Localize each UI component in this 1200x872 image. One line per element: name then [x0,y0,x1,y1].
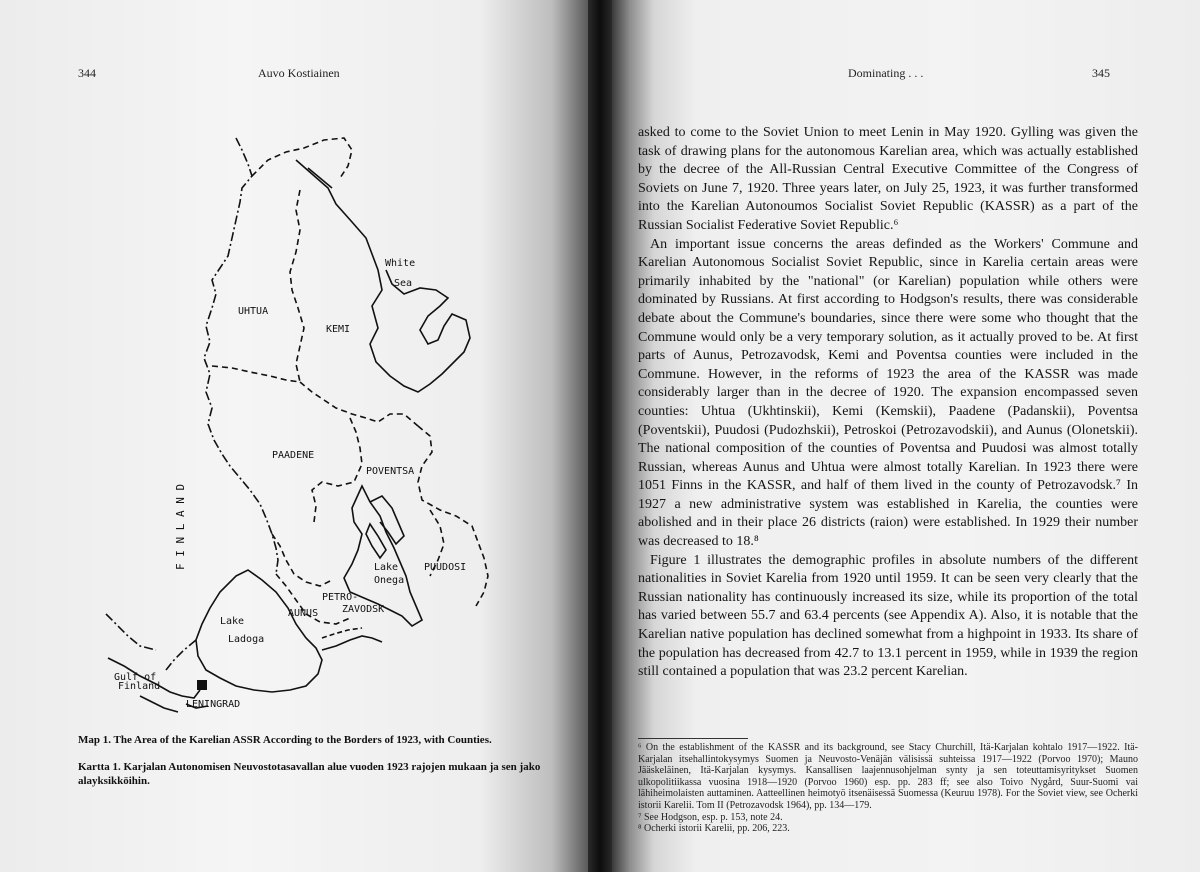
poventsa-boundary [312,418,362,522]
label-lake-onega-1: Lake [374,562,399,573]
white-sea-coast [296,160,470,392]
label-uhtua: UHTUA [238,306,269,317]
uhtua-kemi-boundary [290,190,304,382]
footnote-rule [638,738,748,739]
map-caption-en: Map 1. The Area of the Karelian ASSR According to the Borders of 1923, with Counties. [78,734,492,746]
paragraph-3: Figure 1 illustrates the demographic profiles in absolute numbers of the different nationalities in Soviet Karelia from 1920 until 1959. It can be seen very clearly that the Russian nationality has continuously increased its size, while its proportion of the total has varied between 55.7 and 63.4 percents (see Appendix A). Also, it is notable that the Karelian native population has declined somewhat from a highpoint in 1933. Its share of the population has decreased from 42.7 to 13.1 percent in 1959, while in 1939 the region still contained a population that was 23.2 percent Karelian. [638,552,1138,680]
label-sea: Sea [394,278,413,289]
label-zavodsk: ZAVODSK [342,604,385,615]
label-paadene: PAADENE [272,450,315,461]
label-gulf-of: Gulf of [114,672,157,683]
label-lake-ladoga-1: Lake [220,616,245,627]
karelia-map [100,130,520,730]
south-border [166,640,196,670]
map-caption-fi: Kartta 1. Karjalan Autonomisen Neuvostotasavallan alue vuoden 1923 rajojen mukaan ja sen jako alayksikköihin. [78,761,541,787]
north-boundary [252,138,352,178]
label-white: White [385,258,416,269]
left-running-head: Auvo Kostiainen [258,66,340,80]
uhtua-south-boundary [212,366,300,382]
right-running-head: Dominating . . . [848,66,924,80]
finland-border [204,138,278,574]
label-leningrad: LENINGRAD [186,699,241,710]
label-finland: F I N L A N D [174,483,187,570]
label-lake-onega-2: Onega [374,575,405,586]
label-aunus: AUNUS [288,608,319,619]
footnote-7: ⁷ See Hodgson, esp. p. 153, note 24. [638,811,783,823]
lake-ladoga [196,570,322,692]
left-page-number: 344 [78,66,96,80]
paragraph-2: An important issue concerns the areas definded as the Workers' Commune and Karelian Autonomous Socialist Soviet Republic, since in Karelia certain areas were primarily inhabited by the "national" (or Karelian) population while others were dominated by Russians. At first according to Hodgson's results, there was considerable debate about the Commune's boundaries, since there were some who thought that the Commune would only be a very temporary solution, as it actually proved to be. At first parts of Aunus, Petrozavodsk, Kemi and Poventsa counties were included in the Commune. However, in the reforms of 1923 the area of the KASSR was made considerably larger than in the decree of 1920. The expansion encompassed seven counties: Uhtua (Ukhtinskii), Kemi (Kemskii), Paadene (Padanskii), Poventsa (Poventskii), Puudosi (Pudozhskii), Petroskoi (Petrozavodskii), and Aunus (Olonetskii). The national composition of the counties of Poventsa and Puudosi was almost totally Russian, whereas Aunus and Uhtua were almost totally Karelian. In 1923 there were 1051 Finns in the KASSR, and half of them lived in the county of Petrozavodsk.⁷ In 1927 a new administrative system was established in Karelia, the counties were abolished and in their place 26 districts (raion) were established. In 1929 their number was decreased to 18.⁸ [638,236,1138,550]
label-petro: PETRO- [322,592,359,603]
footnotes [638,742,1138,835]
book-gutter [588,0,612,872]
right-page-number: 345 [1092,66,1110,80]
label-lake-ladoga-2: Ladoga [228,634,265,645]
label-kemi: KEMI [326,324,351,335]
footnote-6: ⁶ On the establishment of the KASSR and its background, see Stacy Churchill, Itä-Karjalan kohtalo 1917—1922. Itä-Karjalan itsehallintokysymys Suomen ja Neuvosto-Venäjän välisissä suhteissa 1917—1922 (Porvoo 1970); Mauno Jääskeläinen, Itä-Karjalan kysymys. Kansallisen laajennusohjelman synty ja sen toteuttamisyritykset Suomen ulkopolitiikassa vuosina 1918—1920 (Porvoo 1960) esp. pp. 283 ff; see also Toivo Nygård, Suur-Suomi vai lähiheimolaisten auttaminen. Aatteellinen heimotyö itsenäisessä Suomessa (Keuruu 1978). For the Soviet view, see Ocherki istorii Karelii. Tom II (Petrozavodsk 1964), pp. 134—179. [638,742,1138,811]
label-poventsa: POVENTSA [366,466,415,477]
body-text [638,124,1138,682]
kemi-south-boundary [300,382,418,426]
paragraph-1: asked to come to the Soviet Union to meet Lenin in May 1920. Gylling was given the task of drawing plans for the autonomous Karelian area, which was actually established by the decree of the All-Russian Central Executive Committee of the Congress of Soviets on June 7, 1920. Three years later, on July 25, 1923, it was further transformed into the Karelian Autonoumos Socialist Soviet Republic (KASSR) as a part of the Russian Socialist Federative Soviet Republic.⁶ [638,125,1138,233]
footnote-8: ⁸ Ocherki istorii Karelii, pp. 206, 223. [638,823,790,835]
label-gulf-finland: Finland [118,681,161,692]
label-puudosi: PUUDOSI [424,562,467,573]
leningrad-marker [197,680,207,690]
